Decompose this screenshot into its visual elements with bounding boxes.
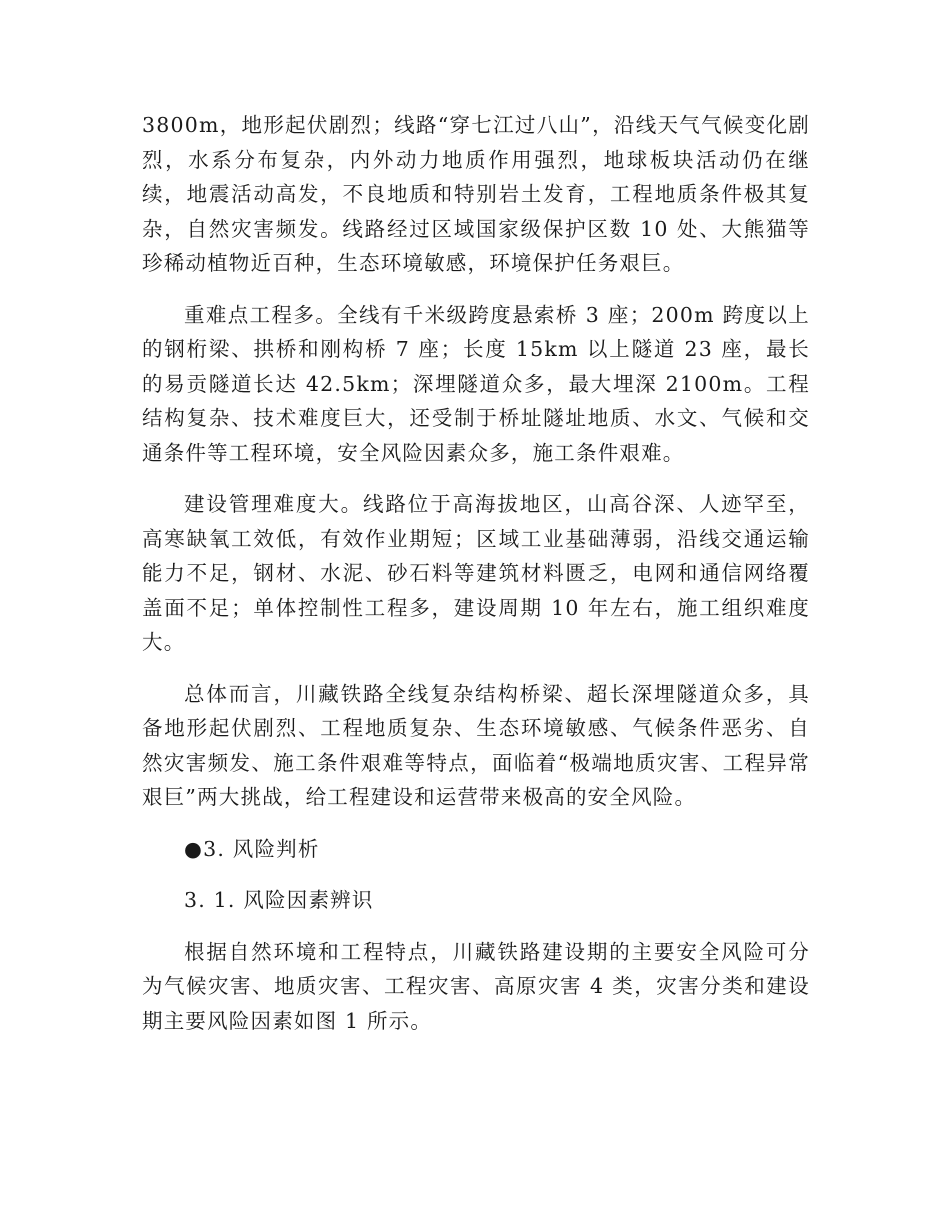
- document-body: [142, 108, 810, 1055]
- paragraph-difficult-projects: 重难点工程多。全线有千米级跨度悬索桥 3 座；200m 跨度以上的钢桁梁、拱桥和刚构桥 7 座；长度 15km 以上隧道 23 座，最长的易贡隧道长达 42.5km；深埋隧道众多，最大埋深 2100m。工程结构复杂、技术难度巨大，还受制于桥址隧址地质、水文、气候和交通条件等工程环境，安全风险因素众多，施工条件艰难。: [142, 302, 810, 465]
- subsection-heading-risk-identification: 3. 1. 风险因素辨识: [184, 888, 374, 912]
- paragraph-construction-management: 建设管理难度大。线路位于高海拔地区，山高谷深、人迹罕至，高寒缺氧工效低，有效作业期短；区域工业基础薄弱，沿线交通运输能力不足，钢材、水泥、砂石料等建筑材料匮乏，电网和通信网络覆盖面不足；单体控制性工程多，建设周期 10 年左右，施工组织难度大。: [142, 492, 810, 654]
- paragraph-overall-summary: 总体而言，川藏铁路全线复杂结构桥梁、超长深埋隧道众多，具备地形起伏剧烈、工程地质复杂、生态环境敏感、气候条件恶劣、自然灾害频发、施工条件艰难等特点，面临着“极端地质灾害、工程异常艰巨”两大挑战，给工程建设和运营带来极高的安全风险。: [142, 681, 810, 809]
- paragraph-risk-categories: 根据自然环境和工程特点，川藏铁路建设期的主要安全风险可分为气候灾害、地质灾害、工程灾害、高原灾害 4 类，灾害分类和建设期主要风险因素如图 1 所示。: [142, 939, 810, 1033]
- paragraph-continued-terrain: 3800m，地形起伏剧烈；线路“穿七江过八山”，沿线天气气候变化剧烈，水系分布复杂，内外动力地质作用强烈，地球板块活动仍在继续，地震活动高发，不良地质和特别岩土发育，工程地质条件极其复杂，自然灾害频发。线路经过区域国家级保护区数 10 处、大熊猫等珍稀动植物近百种，生态环境敏感，环境保护任务艰巨。: [142, 113, 810, 275]
- section-heading-risk-analysis: ●3. 风险判析: [184, 836, 320, 861]
